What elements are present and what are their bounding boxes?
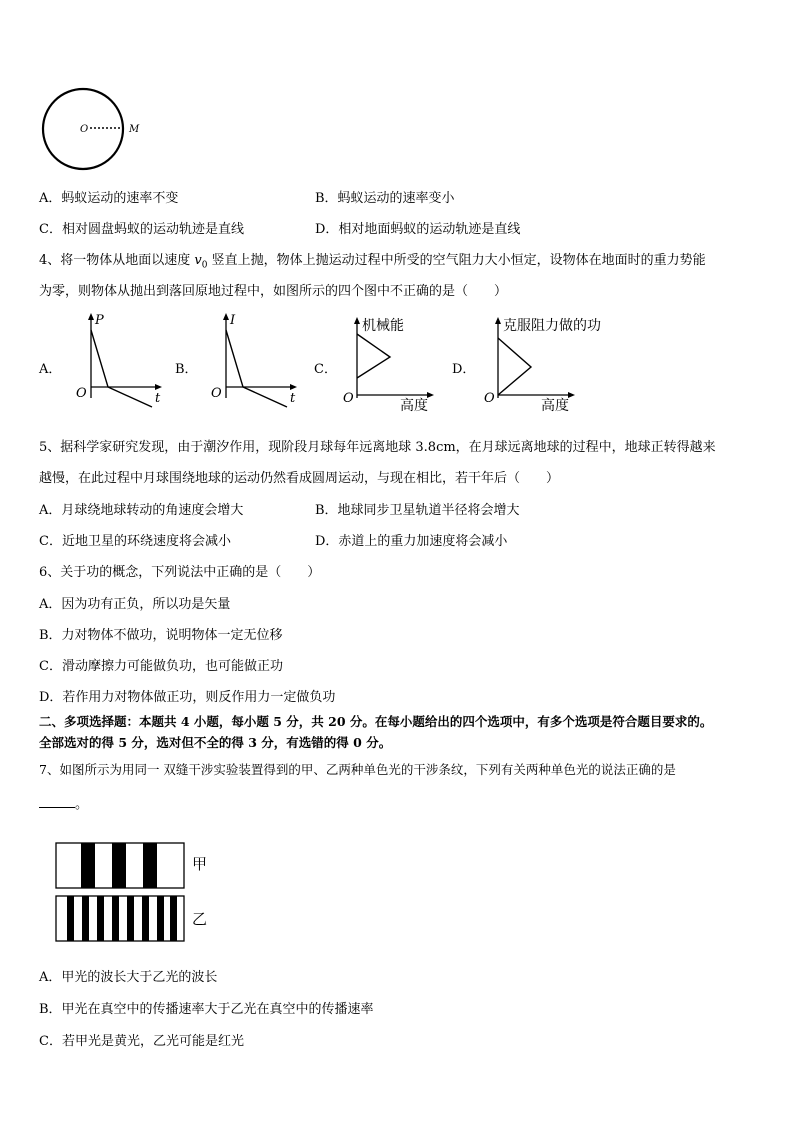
q6-option-c: C．滑动摩擦力可能做负功，也可能做正功 [39, 659, 283, 674]
graph-a-xlabel: t [155, 391, 161, 406]
graph-d-curve [498, 338, 531, 395]
q7-option-b: B．甲光在真空中的传播速率大于乙光在真空中的传播速率 [39, 1002, 374, 1017]
q4-option-c-label: C． [314, 362, 337, 377]
graph-a-ylabel: P [95, 313, 104, 328]
q5-stem-line1: 5、据科学家研究发现，由于潮汐作用，现阶段月球每年远离地球 3.8cm，在月球远离地球的过程中，地球正转得越来 [39, 440, 716, 455]
graph-c-xlabel: 高度 [400, 398, 428, 412]
q5-option-d: D．赤道上的重力加速度将会减小 [315, 534, 508, 549]
section2-line2: 全部选对的得 5 分，选对但不全的得 3 分，有选错的得 0 分。 [39, 735, 392, 750]
section2-line1: 二、多项选择题：本题共 4 小题，每小题 5 分，共 20 分。在每小题给出的四个选项中，有多个选项是符合题目要求的。 [39, 714, 713, 729]
graph-b [207, 310, 307, 410]
fringe-pattern-yi [56, 896, 184, 941]
graph-a-curve [91, 330, 152, 407]
point-label-m: M [129, 124, 140, 135]
center-label-o: O [80, 124, 89, 135]
q7-stem-line2: 。 [39, 793, 88, 812]
q4-stem-line1: 4、将一物体从地面以速度 $v_0$ 竖直上抛，物体上抛运动过程中所受的空气阻力大小恒定，设物体在地面时的重力势能 [39, 253, 706, 271]
graph-b-xlabel: t [290, 391, 296, 406]
q6-option-d: D．若作用力对物体做正功，则反作用力一定做负功 [39, 690, 336, 705]
q6-stem: 6、关于功的概念，下列说法中正确的是（ ） [39, 565, 321, 580]
q6-option-a: A．因为功有正负，所以功是矢量 [39, 597, 231, 612]
q5-stem-line2: 越慢，在此过程中月球围绕地球的运动仍然看成圆周运动，与现在相比，若干年后（ ） [39, 471, 560, 486]
graph-b-curve [226, 330, 287, 407]
graph-a [72, 310, 172, 410]
interference-fringes-figure [50, 836, 220, 948]
graph-d-xlabel: 高度 [541, 398, 569, 412]
q4-stem-line2: 为零，则物体从抛出到落回原地过程中，如图所示的四个图中不正确的是（ ） [39, 284, 508, 299]
q3-option-d: D．相对地面蚂蚁的运动轨迹是直线 [315, 222, 521, 237]
q7-option-a: A．甲光的波长大于乙光的波长 [39, 970, 218, 985]
q7-stem-line1: 7、如图所示为用同一 双缝干涉实验装置得到的甲、乙两种单色光的干涉条纹，下列有关两种单色光的说法正确的是 [39, 762, 676, 777]
graph-c-curve [357, 334, 390, 378]
q3-option-b: B．蚂蚁运动的速率变小 [315, 191, 455, 206]
graph-c [338, 312, 448, 412]
graph-d-origin: O [484, 391, 495, 406]
q4-option-d-label: D． [452, 362, 476, 377]
graph-d [479, 312, 619, 412]
q5-option-a: A．月球绕地球转动的角速度会增大 [39, 503, 244, 518]
graph-b-origin: O [211, 386, 222, 401]
q7-option-c: C．若甲光是黄光，乙光可能是红光 [39, 1034, 244, 1049]
graph-d-ylabel: 克服阻力做的功 [503, 318, 601, 334]
graph-c-origin: O [343, 391, 354, 406]
q4-option-b-label: B． [175, 362, 198, 377]
q4-option-a-label: A． [39, 362, 62, 377]
v0-symbol: v [194, 253, 202, 268]
answer-blank [39, 807, 75, 808]
graph-b-ylabel: I [230, 313, 236, 328]
q5-option-b: B．地球同步卫星轨道半径将会增大 [315, 503, 520, 518]
graph-c-ylabel: 机械能 [362, 318, 404, 334]
q3-option-c: C．相对圆盘蚂蚁的运动轨迹是直线 [39, 222, 244, 237]
graph-a-origin: O [76, 386, 87, 401]
q6-option-b: B．力对物体不做功，说明物体一定无位移 [39, 628, 283, 643]
label-yi: 乙 [192, 910, 208, 928]
q3-option-a: A．蚂蚁运动的速率不变 [39, 191, 179, 206]
label-jia: 甲 [192, 855, 208, 873]
q5-option-c: C．近地卫星的环绕速度将会减小 [39, 534, 231, 549]
circle-disk-figure [36, 85, 156, 180]
